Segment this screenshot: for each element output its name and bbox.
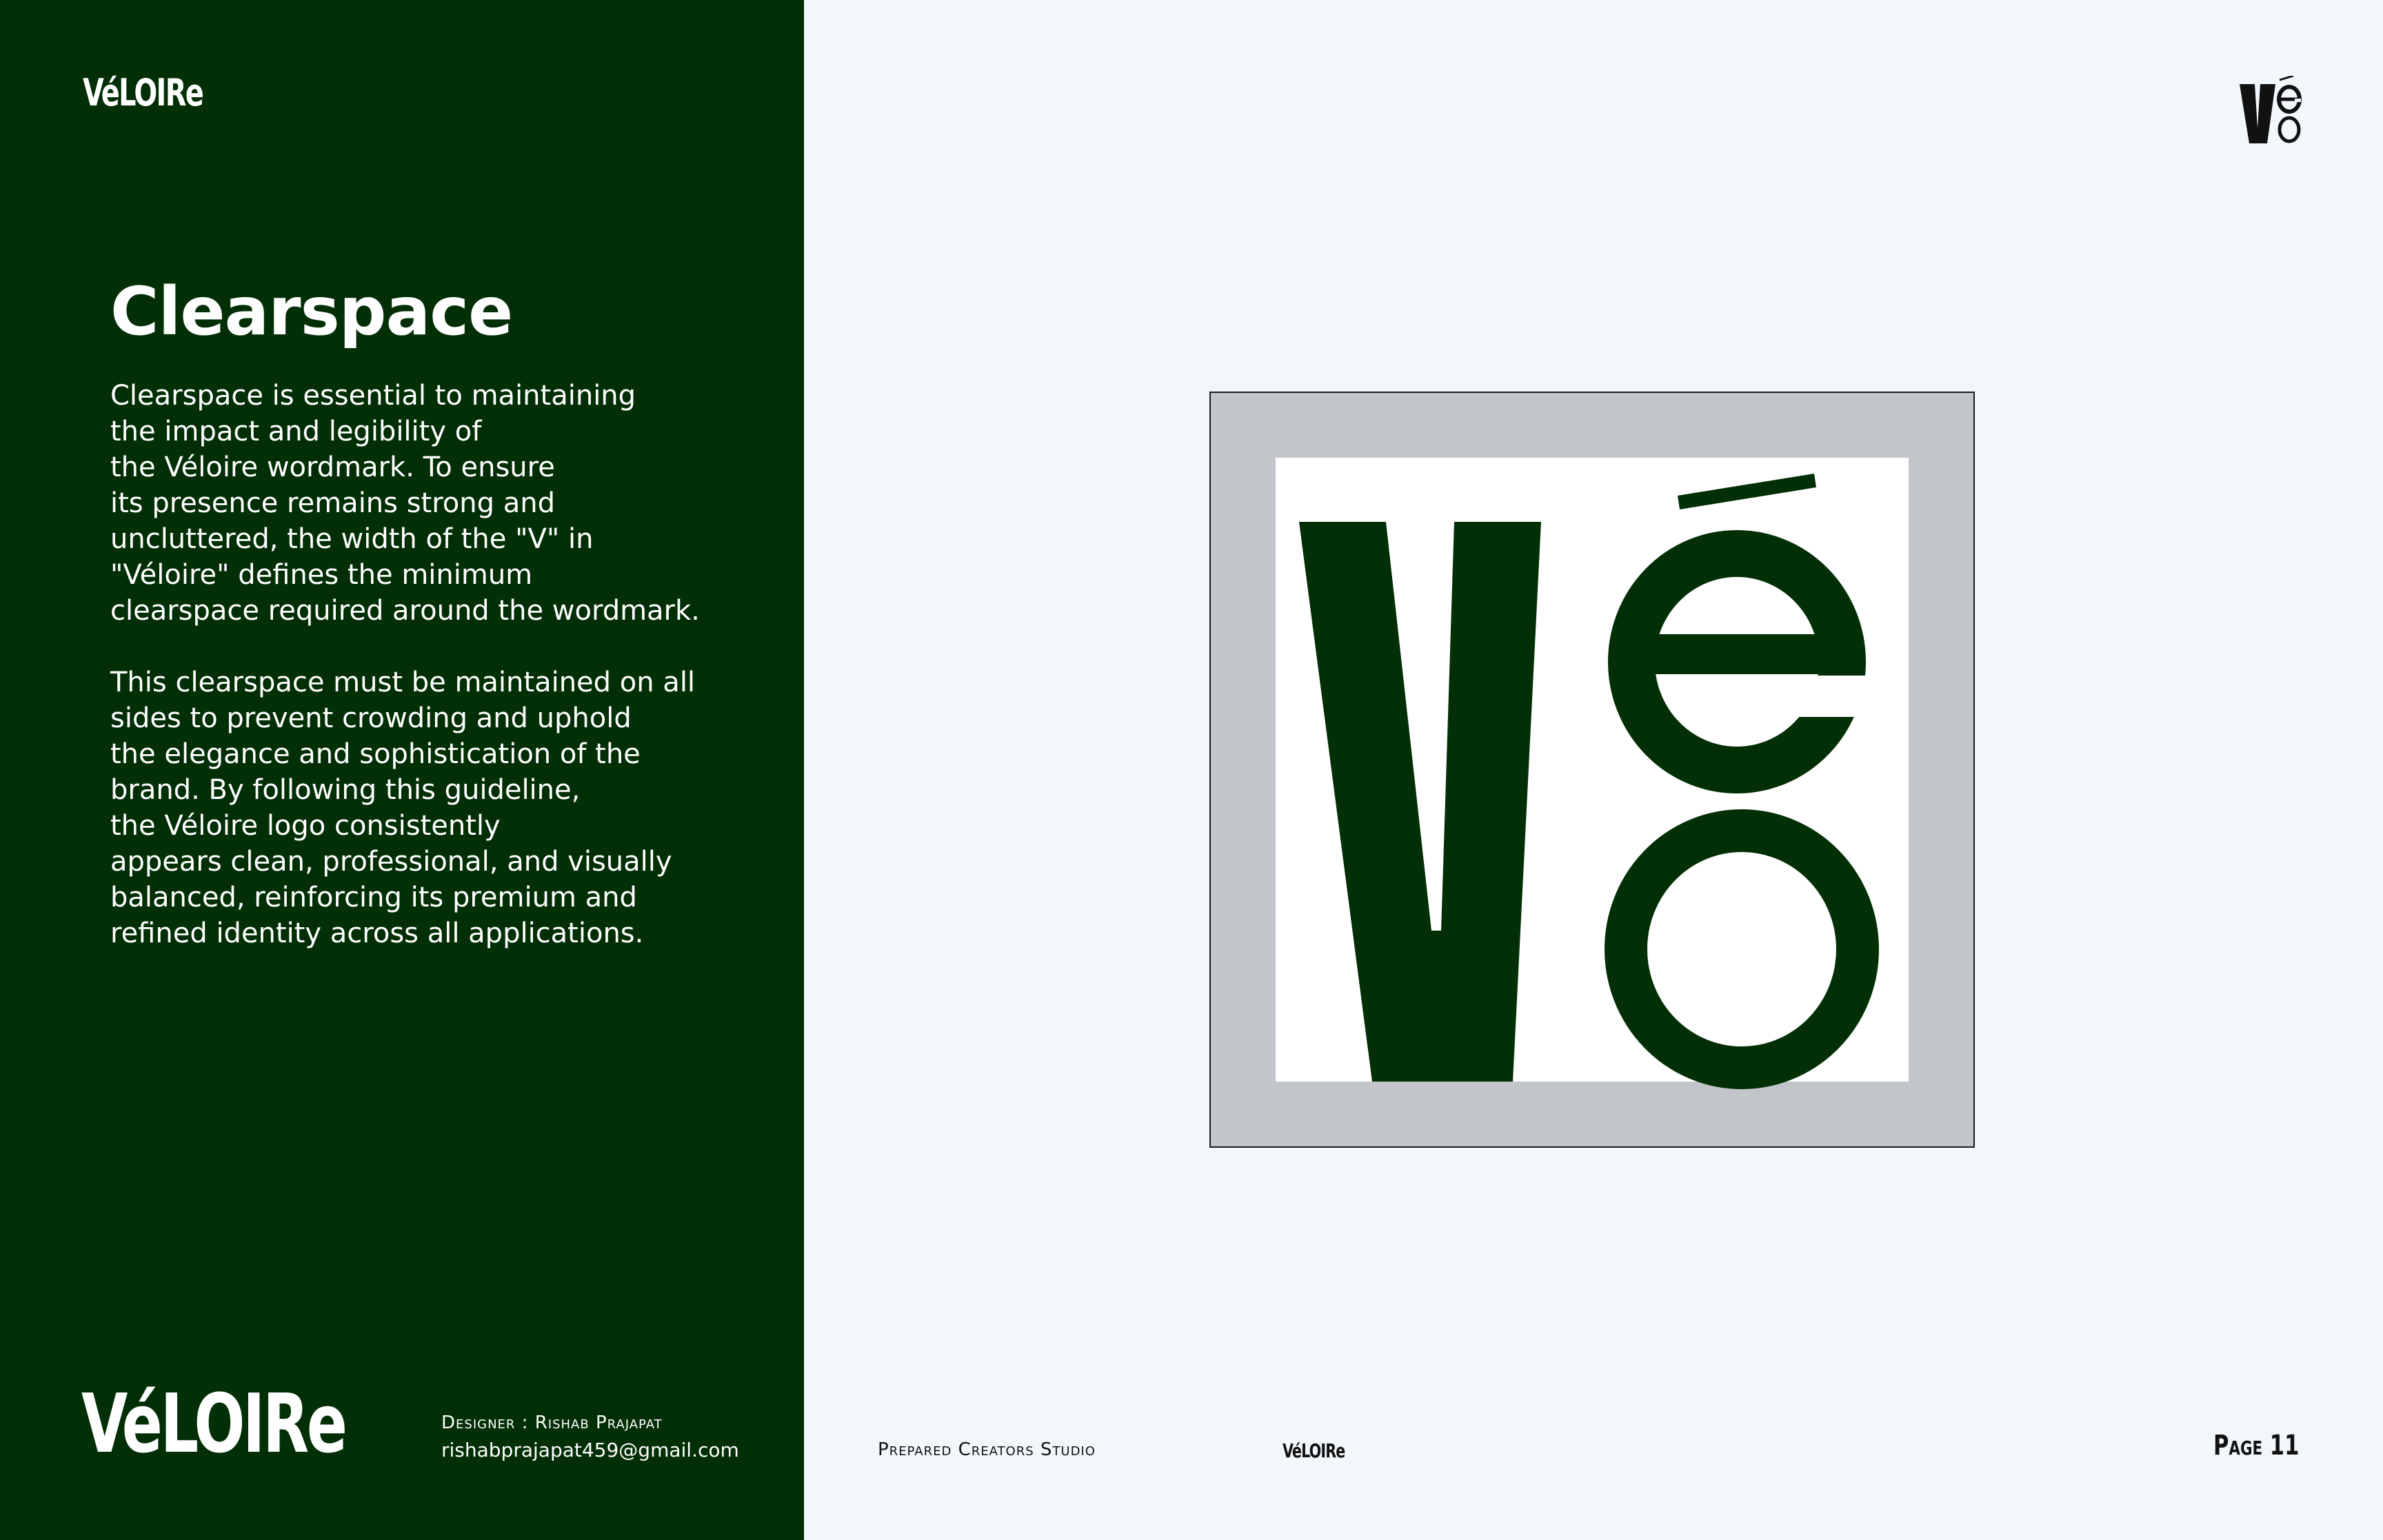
logo-accent [1678, 474, 1816, 509]
paragraph-line: "Véloire" defines the minimum [110, 559, 533, 591]
designer-email: rishabprajapat459@gmail.com [441, 1439, 739, 1461]
paragraph-line: the Véloire wordmark. To ensure [110, 452, 555, 483]
designer-credit [441, 1410, 739, 1464]
paragraph-line: appears clean, professional, and visually [110, 846, 672, 878]
clearspace-diagram [1209, 392, 1975, 1148]
footer-small-wordmark-logo: VéLOIRe [1283, 1439, 1345, 1462]
paragraph-1 [110, 378, 731, 629]
body-text [110, 378, 731, 987]
paragraph-line: This clearspace must be maintained on all [110, 667, 696, 698]
paragraph-2 [110, 665, 731, 951]
paragraph-line: clearspace required around the wordmark. [110, 595, 700, 627]
logo-letter-e [1631, 554, 1893, 770]
paragraph-line: sides to prevent crowding and uphold [110, 702, 632, 734]
header-wordmark-logo: VéLOIRe [83, 71, 203, 114]
monogram-logo [2240, 76, 2302, 145]
paragraph-line: brand. By following this guideline, [110, 774, 581, 806]
paragraph-line: the impact and legibility of [110, 416, 482, 447]
logo-letter-v [1299, 522, 1541, 1082]
paragraph-line: uncluttered, the width of the "V" in [110, 523, 594, 555]
designer-label: Designer : Rishab Prajapat [441, 1412, 663, 1433]
page-title: Clearspace [110, 273, 513, 350]
logo-letter-o [1626, 831, 1858, 1068]
paragraph-line: Clearspace is essential to maintaining [110, 380, 636, 412]
left-panel [0, 0, 804, 1540]
paragraph-line: the elegance and sophistication of the [110, 738, 641, 770]
footer-wordmark-logo: VéLOIRe [81, 1376, 345, 1471]
page-number: Page 11 [2213, 1430, 2299, 1461]
paragraph-line: refined identity across all applications. [110, 918, 644, 949]
monogram-logo-large [1211, 393, 1976, 1149]
paragraph-line: its presence remains strong and [110, 487, 555, 519]
studio-credit: Prepared Creators Studio [878, 1439, 1096, 1460]
paragraph-line: the Véloire logo consistently [110, 810, 501, 842]
paragraph-line: balanced, reinforcing its premium and [110, 882, 637, 913]
